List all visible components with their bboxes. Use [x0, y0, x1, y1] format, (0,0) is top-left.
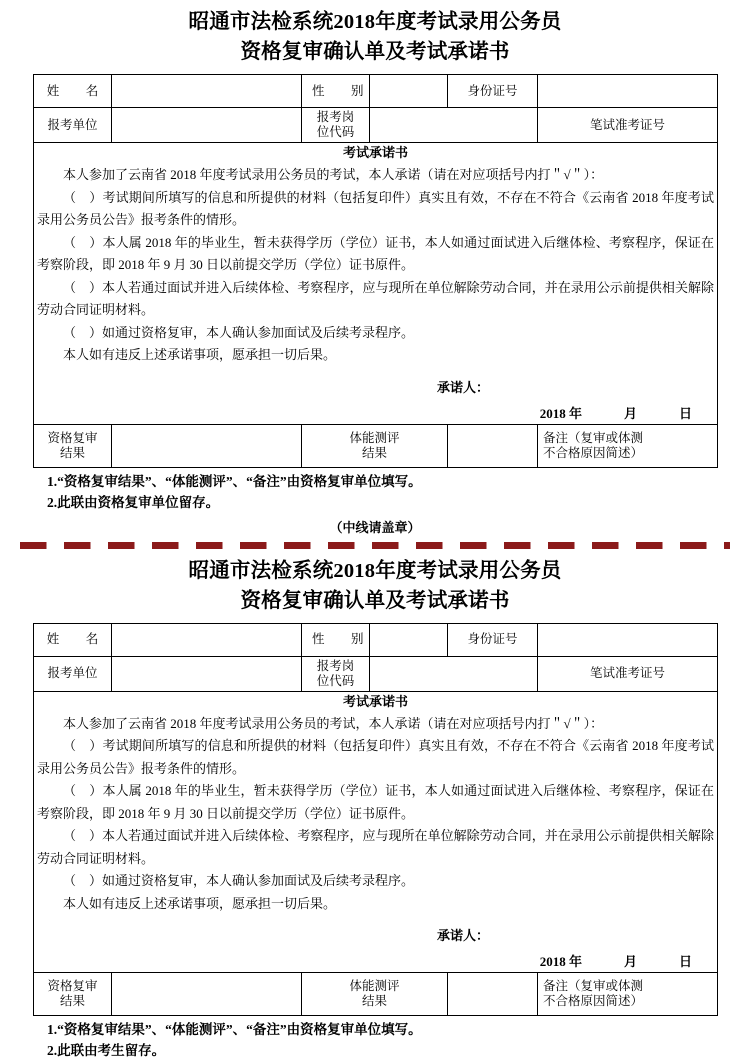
label-apply-unit: 报考单位: [34, 108, 112, 143]
field-id-number-bottom[interactable]: [538, 623, 718, 656]
page-title-line1: 昭通市法检系统2018年度考试录用公务员: [33, 8, 717, 37]
table-row: [34, 108, 718, 143]
label-gender-bottom: [302, 623, 370, 656]
field-gender-bottom[interactable]: [370, 623, 448, 656]
label-id-number-bottom: 身份证号: [448, 623, 538, 656]
field-review-result[interactable]: [112, 424, 302, 467]
pledge-closing-bottom: 本人如有违反上述承诺事项，愿承担一切后果。: [37, 893, 714, 916]
table-row: [34, 656, 718, 691]
result-row: [34, 424, 718, 467]
label-review-result-line2: 结果: [37, 446, 108, 461]
label-remark-bottom-line2: 不合格原因简述）: [543, 994, 714, 1009]
label-post-code-line2: 位代码: [305, 125, 366, 140]
signature-label-bottom: 承诺人：: [37, 925, 714, 947]
pledge-body-top: [34, 143, 718, 425]
form-copy-bottom: [0, 549, 750, 1061]
page-title-line1-bottom: 昭通市法检系统2018年度考试录用公务员: [33, 557, 717, 586]
note-1-bottom: 1.“资格复审结果”、“体能测评”、“备注”由资格复审单位填写。: [47, 1019, 717, 1040]
label-review-result-bottom-line1: 资格复审: [37, 979, 108, 994]
cut-line-divider: [20, 542, 730, 549]
notes-top: [33, 471, 717, 513]
pledge-item-2-bottom: （ ）本人属 2018 年的毕业生，暂未获得学历（学位）证书，本人如通过面试进入后继体检、考察程序，保证在考察阶段，即 2018 年 9 月 30 日以前提交学历（学位）证书原件。: [37, 780, 714, 825]
field-id-number[interactable]: [538, 75, 718, 108]
pledge-body-bottom: [34, 691, 718, 973]
page-title-line2: 资格复审确认单及考试承诺书: [33, 38, 717, 67]
seal-instruction: （中线请盖章）: [0, 519, 750, 537]
label-post-code: [302, 108, 370, 143]
field-post-code-bottom[interactable]: [370, 656, 538, 691]
pledge-closing: 本人如有违反上述承诺事项，愿承担一切后果。: [37, 344, 714, 367]
label-remark-bottom: [538, 973, 718, 1016]
pledge-item-1-bottom: （ ）考试期间所填写的信息和所提供的材料（包括复印件）真实且有效，不存在不符合《云南省 2018 年度考试录用公务员公告》报考条件的情形。: [37, 735, 714, 780]
label-gender-text: 性 别: [305, 84, 371, 98]
label-fitness-result-bottom-line2: 结果: [305, 994, 444, 1009]
table-row: [34, 75, 718, 108]
table-row: [34, 623, 718, 656]
label-post-code-bottom-line2: 位代码: [305, 674, 366, 689]
label-name-text-bottom: 姓 名: [40, 632, 106, 646]
date-line: [37, 404, 714, 424]
note-2-top: 2.此联由资格复审单位留存。: [47, 492, 717, 513]
label-remark-bottom-line1: 备注（复审或体测: [543, 979, 714, 994]
applicant-info-table-bottom: [33, 623, 718, 1017]
label-review-result: [34, 424, 112, 467]
pledge-item-4: （ ）如通过资格复审，本人确认参加面试及后续考录程序。: [37, 322, 714, 345]
note-1-top: 1.“资格复审结果”、“体能测评”、“备注”由资格复审单位填写。: [47, 471, 717, 492]
note-2-bottom: 2.此联由考生留存。: [47, 1040, 717, 1061]
label-post-code-line1: 报考岗: [305, 110, 366, 125]
date-year-bottom: 2018 年: [540, 954, 582, 969]
label-fitness-result-bottom-line1: 体能测评: [305, 979, 444, 994]
label-admission-ticket: 笔试准考证号: [538, 108, 718, 143]
applicant-info-table-top: [33, 74, 718, 468]
label-fitness-result-line1: 体能测评: [305, 431, 444, 446]
field-post-code[interactable]: [370, 108, 538, 143]
pledge-heading-bottom: 考试承诺书: [37, 692, 714, 711]
title-block-bottom: [33, 549, 717, 616]
pledge-intro: 本人参加了云南省 2018 年度考试录用公务员的考试，本人承诺（请在对应项括号内打＂√＂）：: [37, 164, 714, 187]
signature-label: 承诺人：: [37, 377, 714, 399]
pledge-item-3-bottom: （ ）本人若通过面试并进入后续体检、考察程序，应与现所在单位解除劳动合同，并在录用公示前提供相关解除劳动合同证明材料。: [37, 825, 714, 870]
label-fitness-result-line2: 结果: [305, 446, 444, 461]
date-day-bottom: 日: [679, 954, 692, 969]
pledge-row: [34, 691, 718, 973]
pledge-row: [34, 143, 718, 425]
label-name: [34, 75, 112, 108]
field-name-bottom[interactable]: [112, 623, 302, 656]
label-admission-ticket-bottom: 笔试准考证号: [538, 656, 718, 691]
date-month: 月: [624, 406, 637, 421]
field-gender[interactable]: [370, 75, 448, 108]
label-review-result-bottom: [34, 973, 112, 1016]
label-fitness-result-bottom: [302, 973, 448, 1016]
pledge-item-3: （ ）本人若通过面试并进入后续体检、考察程序，应与现所在单位解除劳动合同，并在录用公示前提供相关解除劳动合同证明材料。: [37, 277, 714, 322]
label-review-result-line1: 资格复审: [37, 431, 108, 446]
page-title-line2-bottom: 资格复审确认单及考试承诺书: [33, 587, 717, 616]
label-name-bottom: [34, 623, 112, 656]
label-post-code-bottom-line1: 报考岗: [305, 659, 366, 674]
label-id-number: 身份证号: [448, 75, 538, 108]
label-fitness-result: [302, 424, 448, 467]
date-month-bottom: 月: [624, 954, 637, 969]
field-name[interactable]: [112, 75, 302, 108]
date-day: 日: [679, 406, 692, 421]
label-gender-text-bottom: 性 别: [305, 632, 371, 646]
pledge-item-2: （ ）本人属 2018 年的毕业生，暂未获得学历（学位）证书，本人如通过面试进入后继体检、考察程序，保证在考察阶段，即 2018 年 9 月 30 日以前提交学历（学位）证书原件。: [37, 232, 714, 277]
label-remark-line2: 不合格原因简述）: [543, 446, 714, 461]
form-copy-top: [0, 0, 750, 513]
title-block-top: [33, 0, 717, 67]
label-remark-line1: 备注（复审或体测: [543, 431, 714, 446]
field-apply-unit[interactable]: [112, 108, 302, 143]
pledge-intro-bottom: 本人参加了云南省 2018 年度考试录用公务员的考试，本人承诺（请在对应项括号内打＂√＂）：: [37, 713, 714, 736]
notes-bottom: [33, 1019, 717, 1061]
date-line-bottom: [37, 952, 714, 972]
label-remark: [538, 424, 718, 467]
label-name-text: 姓 名: [40, 84, 106, 98]
label-post-code-bottom: [302, 656, 370, 691]
pledge-item-4-bottom: （ ）如通过资格复审，本人确认参加面试及后续考录程序。: [37, 870, 714, 893]
field-fitness-result-bottom[interactable]: [448, 973, 538, 1016]
pledge-heading: 考试承诺书: [37, 143, 714, 162]
label-gender: [302, 75, 370, 108]
field-apply-unit-bottom[interactable]: [112, 656, 302, 691]
field-review-result-bottom[interactable]: [112, 973, 302, 1016]
date-year: 2018 年: [540, 406, 582, 421]
label-review-result-bottom-line2: 结果: [37, 994, 108, 1009]
pledge-item-1: （ ）考试期间所填写的信息和所提供的材料（包括复印件）真实且有效，不存在不符合《云南省 2018 年度考试录用公务员公告》报考条件的情形。: [37, 187, 714, 232]
label-apply-unit-bottom: 报考单位: [34, 656, 112, 691]
field-fitness-result[interactable]: [448, 424, 538, 467]
result-row: [34, 973, 718, 1016]
